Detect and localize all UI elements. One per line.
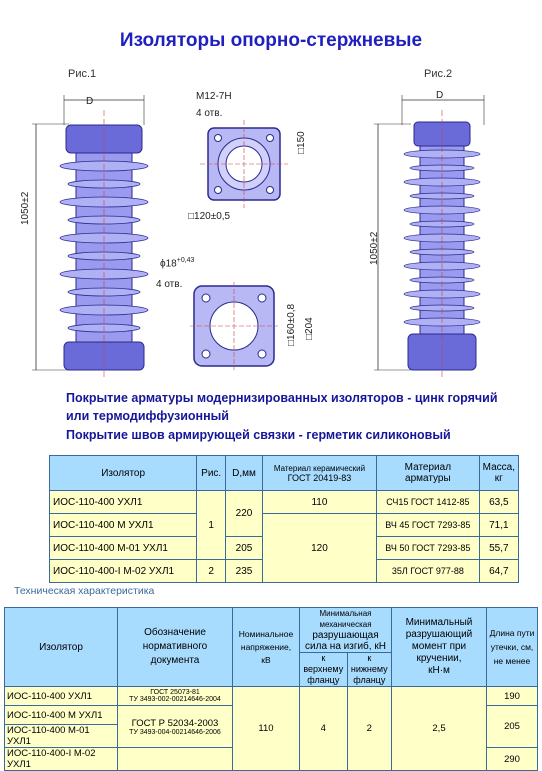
bottom-flange-hole: $\phi 18^{+0,43}$	[160, 257, 195, 270]
header-bend: Минимальная механическая разрушающая сила на изгиб, кН	[300, 608, 392, 653]
row-name: ИОС-110-400 УХЛ1	[5, 687, 118, 706]
fig-cell: 1	[197, 491, 226, 560]
ceramic-cell: 110	[262, 491, 376, 514]
ceramic-cell: 120	[262, 514, 376, 583]
d-cell: 205	[226, 537, 263, 560]
header-voltage: Номинальное напряжение, кВ	[233, 608, 300, 687]
row-name: ИОС-110-400-I М-02 УХЛ1	[50, 560, 197, 583]
header-insulator: Изолятор	[5, 608, 118, 687]
row-name: ИОС-110-400 М УХЛ1	[50, 514, 197, 537]
header-upper: к верхнему фланцу	[300, 653, 348, 687]
creep-cell: 190	[487, 687, 538, 706]
d-cell: 220	[226, 491, 263, 537]
doc-cell: ГОСТ 25073-81 ТУ 3493-002-00214646-2004	[118, 687, 233, 706]
top-flange-thread: M12-7H	[196, 91, 232, 102]
armature-cell: ВЧ 45 ГОСТ 7293-85	[377, 514, 480, 537]
materials-table	[49, 455, 519, 583]
bottom-flange-inner: □160±0,8	[286, 303, 297, 346]
fig-cell: 2	[197, 560, 226, 583]
fig1-dim-height: 1050±2	[20, 191, 31, 225]
top-flange-square: □120±0,5	[188, 211, 231, 222]
insulator-fig2-drawing	[366, 80, 516, 380]
fig1-label: Рис.1	[68, 68, 97, 80]
row-name: ИОС-110-400 М УХЛ1	[5, 706, 118, 725]
top-flange-drawing	[200, 120, 290, 215]
note-1: Покрытие арматуры модернизированных изоляторов - цинк горячий	[66, 391, 498, 405]
creep-cell: 205	[487, 706, 538, 748]
armature-cell: СЧ15 ГОСТ 1412-85	[377, 491, 480, 514]
note-3: Покрытие швов армирующей связки - герметик силиконовый	[66, 428, 451, 442]
header-ceramic: Материал керамический ГОСТ 20419-83	[262, 456, 376, 491]
fig2-dim-d: D	[436, 90, 444, 101]
header-fig: Рис.	[197, 456, 226, 491]
header-torque: Минимальный разрушающий момент при кручении, кН·м	[392, 608, 487, 687]
top-flange-holes: 4 отв.	[196, 108, 223, 119]
page-title: Изоляторы опорно-стержневые	[119, 30, 423, 51]
doc-cell: ГОСТ Р 52034-2003 ТУ 3493-004-00214646-2006	[118, 706, 233, 748]
row-name: ИОС-110-400 УХЛ1	[50, 491, 197, 514]
header-lower: к нижнему фланцу	[347, 653, 391, 687]
header-insulator: Изолятор	[50, 456, 197, 491]
section-title: Техническая характеристика	[14, 585, 155, 597]
bottom-flange-holes: 4 отв.	[156, 279, 183, 290]
row-name: ИОС-110-400-I М-02 УХЛ1	[5, 748, 118, 771]
note-2: или термодиффузионный	[66, 409, 229, 423]
row-name: ИОС-110-400 М-01 УХЛ1	[50, 537, 197, 560]
doc-cell	[118, 748, 233, 771]
armature-cell: 35Л ГОСТ 977-88	[377, 560, 480, 583]
mass-cell: 55,7	[479, 537, 518, 560]
d-cell: 235	[226, 560, 263, 583]
header-doc: Обозначение нормативного документа	[118, 608, 233, 687]
creep-cell: 290	[487, 748, 538, 771]
table-row	[50, 491, 519, 514]
table-row	[50, 514, 519, 537]
torque-cell: 2,5	[392, 687, 487, 771]
top-flange-height: □150	[296, 131, 307, 154]
table-row	[5, 687, 538, 706]
mass-cell: 63,5	[479, 491, 518, 514]
header-d: D,мм	[226, 456, 263, 491]
fig2-dim-height: 1050±2	[369, 231, 380, 265]
header-mass: Масса, кг	[479, 456, 518, 491]
voltage-cell: 110	[233, 687, 300, 771]
row-name: ИОС-110-400 М-01 УХЛ1	[5, 725, 118, 748]
insulator-fig1-drawing	[14, 80, 164, 380]
header-armature: Материал арматуры	[377, 456, 480, 491]
upper-cell: 4	[300, 687, 348, 771]
header-creep: Длина пути утечки, см, не менее	[487, 608, 538, 687]
bottom-flange-outer: □204	[304, 317, 315, 340]
bottom-flange-drawing	[190, 282, 280, 372]
armature-cell: ВЧ 50 ГОСТ 7293-85	[377, 537, 480, 560]
fig2-label: Рис.2	[424, 68, 453, 80]
specs-table	[4, 607, 538, 771]
lower-cell: 2	[347, 687, 391, 771]
mass-cell: 64,7	[479, 560, 518, 583]
mass-cell: 71,1	[479, 514, 518, 537]
fig1-dim-d: D	[86, 96, 94, 107]
